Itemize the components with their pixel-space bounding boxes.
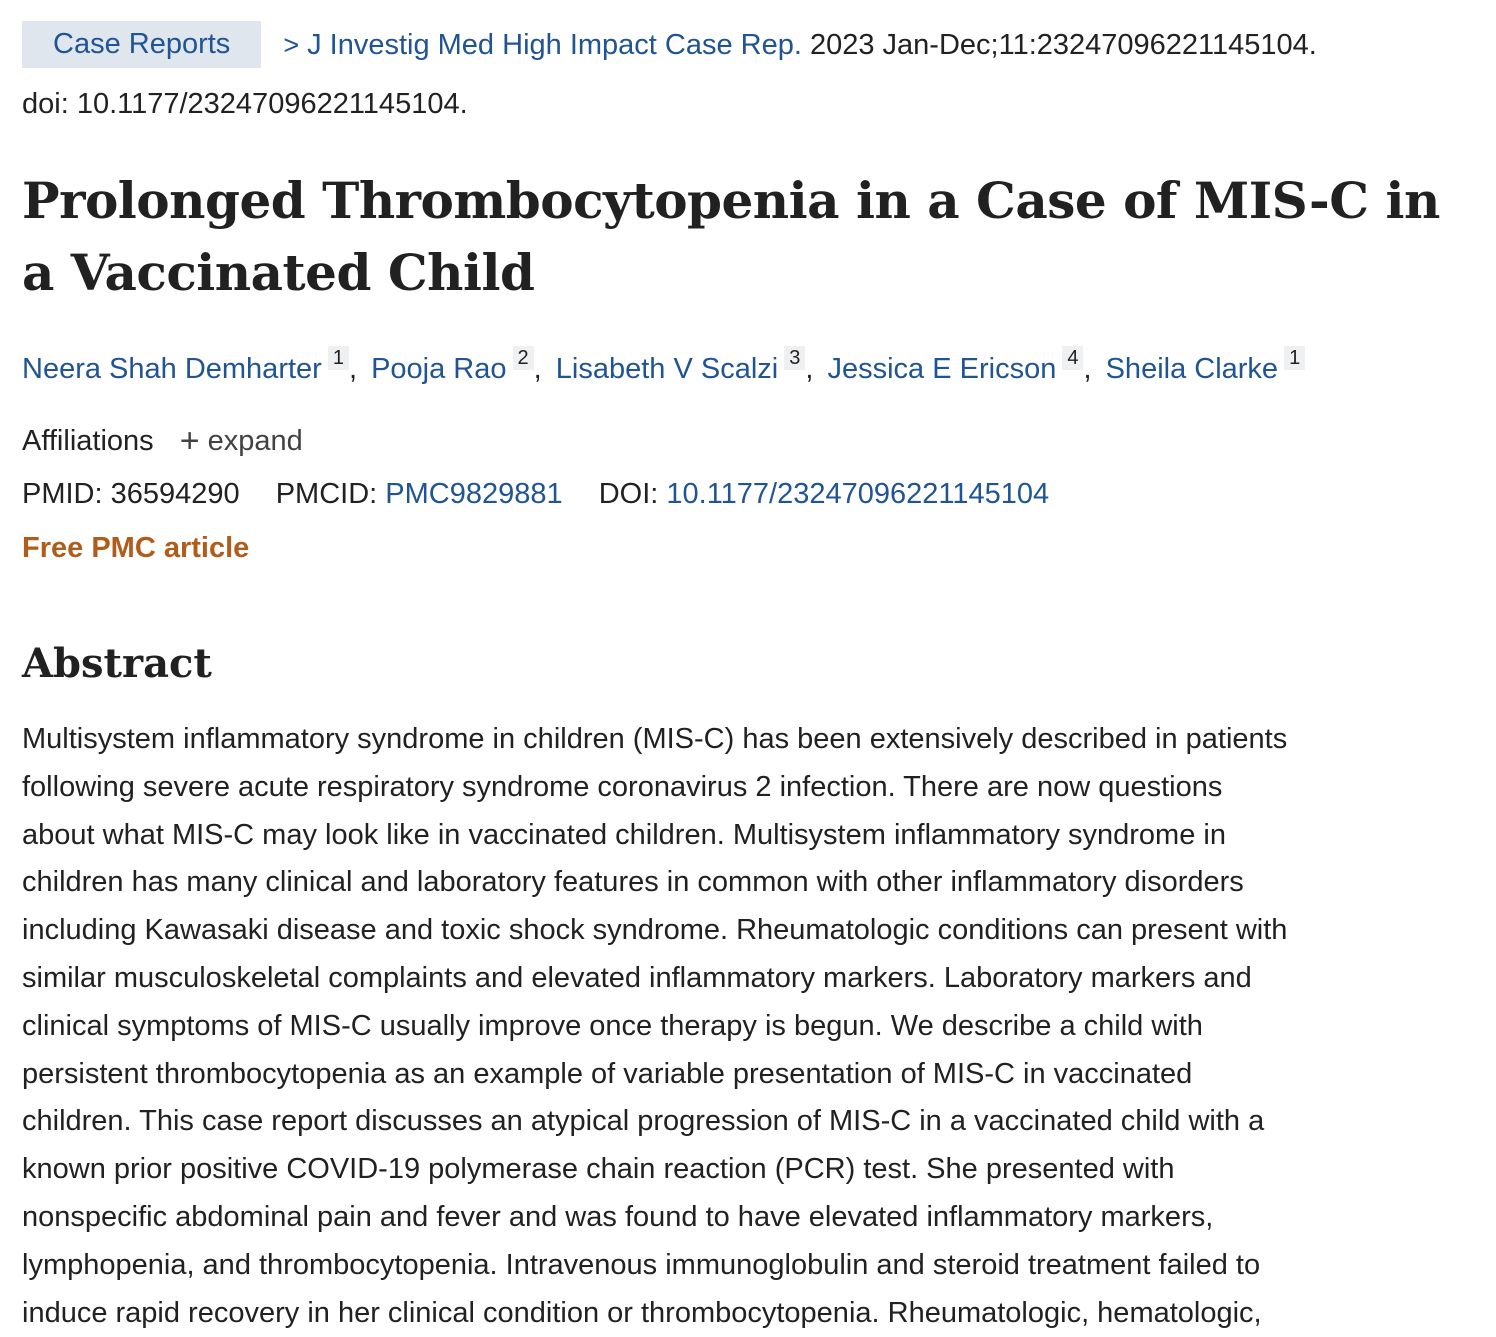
authors-list bbox=[22, 343, 1305, 395]
pmid-label: PMID: bbox=[22, 478, 103, 510]
free-pmc-article-link[interactable]: Free PMC article bbox=[22, 532, 250, 564]
abstract-line: persistent thrombocytopenia as an example of variable presentation of MIS-C in vaccinated bbox=[22, 1057, 1193, 1090]
expand-label: expand bbox=[207, 425, 303, 457]
author-separator: , bbox=[348, 353, 358, 385]
doi-group bbox=[599, 478, 1049, 510]
abstract-line: similar musculoskeletal complaints and elevated inflammatory markers. Laboratory markers and bbox=[22, 961, 1252, 994]
citation-details: 2023 Jan-Dec;11:23247096221145104. bbox=[809, 29, 1317, 61]
citation-line bbox=[22, 21, 1472, 69]
author-item bbox=[371, 347, 548, 385]
affiliation-ref[interactable]: 1 bbox=[328, 346, 349, 370]
abstract-line: induce rapid recovery in her clinical condition or thrombocytopenia. Rheumatologic, hematologic, bbox=[22, 1296, 1262, 1329]
author-separator: , bbox=[805, 353, 814, 385]
pmid-group bbox=[22, 478, 240, 510]
author-item bbox=[1105, 347, 1306, 385]
plus-icon: + bbox=[179, 422, 200, 460]
pmcid-link[interactable]: PMC9829881 bbox=[385, 478, 563, 510]
abstract-line: nonspecific abdominal pain and fever and was found to have elevated inflammatory markers, bbox=[22, 1200, 1214, 1233]
abstract-text bbox=[22, 716, 1472, 1337]
article-title: Prolonged Thrombocytopenia in a Case of MIS-C in a Vaccinated Child bbox=[22, 171, 1440, 302]
abstract-line: lymphopenia, and thrombocytopenia. Intravenous immunoglobulin and steroid treatment failed to bbox=[22, 1248, 1261, 1281]
author-item bbox=[22, 347, 363, 385]
abstract-line: including Kawasaki disease and toxic shock syndrome. Rheumatologic conditions can present with bbox=[22, 914, 1288, 947]
author-link[interactable]: Jessica E Ericson bbox=[827, 353, 1057, 385]
publication-type-link[interactable]: Case Reports bbox=[22, 21, 261, 68]
author-item bbox=[827, 347, 1097, 385]
author-item bbox=[555, 347, 820, 385]
affiliation-ref[interactable]: 4 bbox=[1062, 346, 1083, 370]
doi-link[interactable]: 10.1177/23247096221145104 bbox=[666, 478, 1050, 510]
abstract-line: following severe acute respiratory syndrome coronavirus 2 infection. There are now questions bbox=[22, 770, 1223, 803]
author-link[interactable]: Neera Shah Demharter bbox=[22, 353, 322, 385]
affiliation-ref[interactable]: 3 bbox=[784, 346, 805, 370]
author-separator: , bbox=[1083, 353, 1092, 385]
affiliations-row bbox=[22, 418, 303, 464]
chevron-right-icon: > bbox=[283, 30, 300, 60]
affiliation-ref[interactable]: 2 bbox=[513, 346, 534, 370]
doi-label: DOI: bbox=[598, 478, 659, 510]
abstract-line: children has many clinical and laboratory features in common with other inflammatory disorders bbox=[22, 866, 1244, 899]
abstract-line: children. This case report discusses an atypical progression of MIS-C in a vaccinated child with a bbox=[22, 1105, 1265, 1138]
author-link[interactable]: Sheila Clarke bbox=[1105, 353, 1279, 385]
abstract-line: Multisystem inflammatory syndrome in children (MIS-C) has been extensively described in patients bbox=[22, 723, 1288, 755]
affiliations-expand-button[interactable] bbox=[179, 422, 303, 460]
author-link[interactable]: Lisabeth V Scalzi bbox=[555, 353, 779, 385]
affiliation-ref[interactable]: 1 bbox=[1284, 346, 1305, 370]
affiliations-label: Affiliations bbox=[22, 425, 154, 457]
abstract-line: known prior positive COVID-19 polymerase chain reaction (PCR) test. She presented with bbox=[22, 1153, 1175, 1186]
author-separator: , bbox=[533, 353, 542, 385]
pmcid-label: PMCID: bbox=[275, 478, 378, 510]
abstract-heading: Abstract bbox=[22, 640, 212, 687]
citation-doi: doi: 10.1177/23247096221145104. bbox=[22, 88, 468, 120]
author-link[interactable]: Pooja Rao bbox=[371, 353, 507, 385]
abstract-line: about what MIS-C may look like in vaccinated children. Multisystem inflammatory syndrome in bbox=[22, 818, 1226, 851]
abstract-line: clinical symptoms of MIS-C usually improve once therapy is begun. We describe a child with bbox=[22, 1009, 1203, 1042]
journal-link[interactable]: J Investig Med High Impact Case Rep. bbox=[307, 29, 802, 61]
pmid-value: 36594290 bbox=[110, 478, 240, 510]
identifiers-row bbox=[22, 471, 1077, 517]
pmcid-group bbox=[276, 478, 563, 510]
